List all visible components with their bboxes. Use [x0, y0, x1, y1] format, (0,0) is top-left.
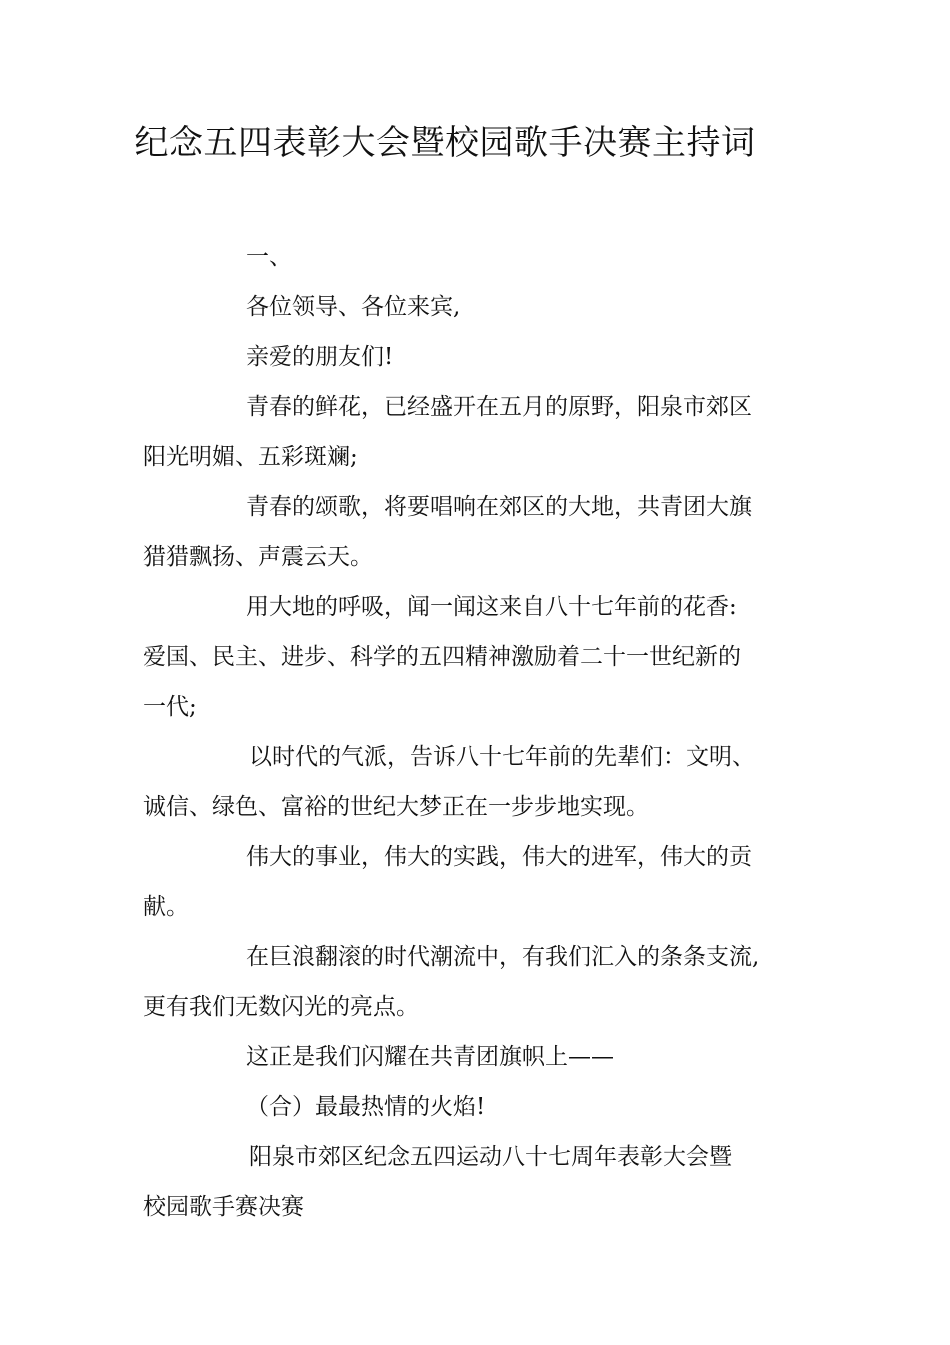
paragraph-line: 校园歌手赛决赛	[143, 1194, 304, 1220]
section-number: 一、	[246, 244, 292, 270]
paragraph-line: 一代;	[143, 694, 197, 720]
paragraph-line: 猎猎飘扬、声震云天。	[143, 544, 373, 570]
paragraph-line: 青春的颂歌，将要唱响在郊区的大地，共青团大旗	[246, 494, 752, 520]
document-title: 纪念五四表彰大会暨校园歌手决赛主持词	[134, 123, 756, 163]
paragraph-line: 献。	[143, 894, 189, 920]
paragraph-line: 伟大的事业，伟大的实践，伟大的进军，伟大的贡	[246, 844, 752, 870]
paragraph-line: 在巨浪翻滚的时代潮流中，有我们汇入的条条支流,	[246, 944, 760, 970]
paragraph-line: 青春的鲜花，已经盛开在五月的原野，阳泉市郊区	[246, 394, 752, 420]
paragraph-line: （合）最最热情的火焰!	[246, 1094, 486, 1120]
paragraph-line: 阳光明媚、五彩斑斓;	[143, 444, 358, 470]
paragraph-line: 更有我们无数闪光的亮点。	[143, 994, 419, 1020]
paragraph-line: 这正是我们闪耀在共青团旗帜上——	[246, 1044, 614, 1070]
paragraph-line: 诚信、绿色、富裕的世纪大梦正在一步步地实现。	[143, 794, 649, 820]
paragraph-line: 用大地的呼吸，闻一闻这来自八十七年前的花香:	[246, 594, 737, 620]
paragraph-line: 阳泉市郊区纪念五四运动八十七周年表彰大会暨	[249, 1144, 732, 1170]
greeting-line: 亲爱的朋友们!	[246, 344, 394, 370]
document-body	[143, 232, 760, 1232]
paragraph-line: 以时代的气派，告诉八十七年前的先辈们：文明、	[249, 744, 755, 770]
paragraph-line: 爱国、民主、进步、科学的五四精神激励着二十一世纪新的	[143, 644, 741, 670]
greeting-line: 各位领导、各位来宾,	[246, 294, 461, 320]
